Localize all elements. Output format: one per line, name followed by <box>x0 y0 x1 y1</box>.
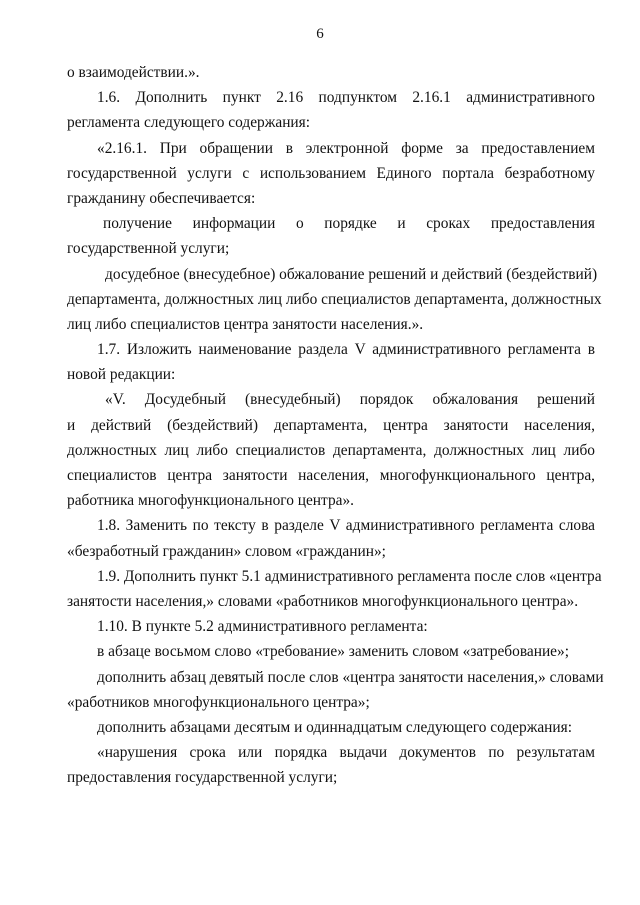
text-line: 1.8. Заменить по тексту в разделе V административного регламента слова <box>97 517 595 535</box>
text-line: «V. Досудебный (внесудебный) порядок обжалования решений <box>105 391 595 409</box>
text-line: департамента, должностных лиц либо специалистов департамента, должностных <box>67 290 602 308</box>
text-line: в абзаце восьмом слово «требование» заменить словом «затребование»; <box>97 643 569 661</box>
text-line: специалистов центра занятости населения, многофункционального центра, <box>67 467 595 484</box>
text-line: получение информации о порядке и сроках предоставления <box>103 215 595 233</box>
text-line: 1.10. В пункте 5.2 административного регламента: <box>97 618 428 636</box>
text-line: и действий (бездействий) департамента, центра занятости населения, <box>67 416 595 434</box>
text-line: должностных лиц либо специалистов департамента, должностных лиц либо <box>67 441 595 459</box>
text-line: «безработный гражданин» словом «гражданин»; <box>67 542 386 560</box>
text-line: «нарушения срока или порядка выдачи документов по результатам <box>97 744 595 762</box>
text-line: работника многофункционального центра». <box>67 492 355 510</box>
text-line: регламента следующего содержания: <box>67 114 311 132</box>
text-line: о взаимодействии.». <box>67 64 200 81</box>
text-line: лиц либо специалистов центра занятости населения.». <box>67 315 424 333</box>
text-line: занятости населения,» словами «работников многофункционального центра». <box>67 592 579 610</box>
text-line: досудебное (внесудебное) обжалование решений и действий (бездействий) <box>105 265 598 283</box>
text-line: «работников многофункционального центра»; <box>67 693 370 711</box>
text-line: дополнить абзацами десятым и одиннадцатым следующего содержания: <box>97 718 572 736</box>
text-line: «2.16.1. При обращении в электронной форме за предоставлением <box>97 139 595 157</box>
text-line: государственной услуги с использованием Единого портала безработному <box>67 164 595 182</box>
text-line: предоставления государственной услуги; <box>67 769 338 787</box>
text-line: гражданину обеспечивается: <box>67 189 256 207</box>
text-line: 1.7. Изложить наименование раздела V административного регламента в <box>97 341 595 359</box>
text-line: новой редакции: <box>67 366 176 384</box>
text-line: дополнить абзац девятый после слов «центра занятости населения,» словами <box>97 668 604 686</box>
text-line: государственной услуги; <box>67 240 230 258</box>
page-number: 6 <box>316 26 324 42</box>
text-line: 1.6. Дополнить пункт 2.16 подпунктом 2.16.1 административного <box>97 89 595 107</box>
text-line: 1.9. Дополнить пункт 5.1 административного регламента после слов «центра <box>97 567 602 585</box>
document-body <box>67 60 604 790</box>
